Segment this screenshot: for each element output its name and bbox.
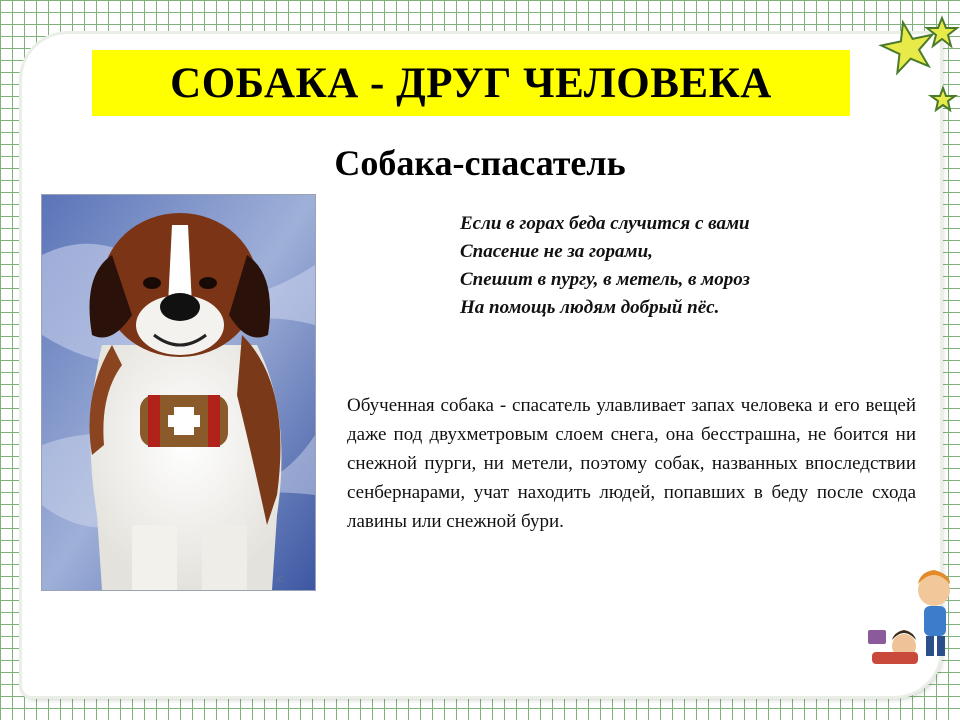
subtitle: Собака-спасатель: [334, 143, 626, 183]
children-illustration: [864, 560, 960, 670]
poem-line: Спешит в пургу, в метель, в мороз: [460, 269, 750, 290]
saint-bernard-illustration: [42, 195, 315, 590]
poem-line: На помощь людям добрый пёс.: [460, 297, 720, 318]
poem: [460, 210, 880, 322]
saint-bernard-photo: [41, 194, 316, 591]
star-icon: [850, 10, 960, 120]
description-paragraph: Обученная собака - спасатель улавливает запах человека и его вещей даже под двухметровым слоем снега, она бесстрашна, не боится ни снежной пурги, ни метели, поэтому собак, названных впоследствии сенбернарами, учат находить людей, попавших в беду после схода лавины или снежной бури.: [347, 395, 916, 532]
photo-watermark: ©: [277, 575, 285, 584]
poem-line: Спасение не за горами,: [460, 241, 653, 262]
page-title: СОБАКА - ДРУГ ЧЕЛОВЕКА: [170, 59, 772, 107]
title-banner: [92, 50, 850, 116]
poem-line: Если в горах беда случится с вами: [460, 213, 750, 234]
